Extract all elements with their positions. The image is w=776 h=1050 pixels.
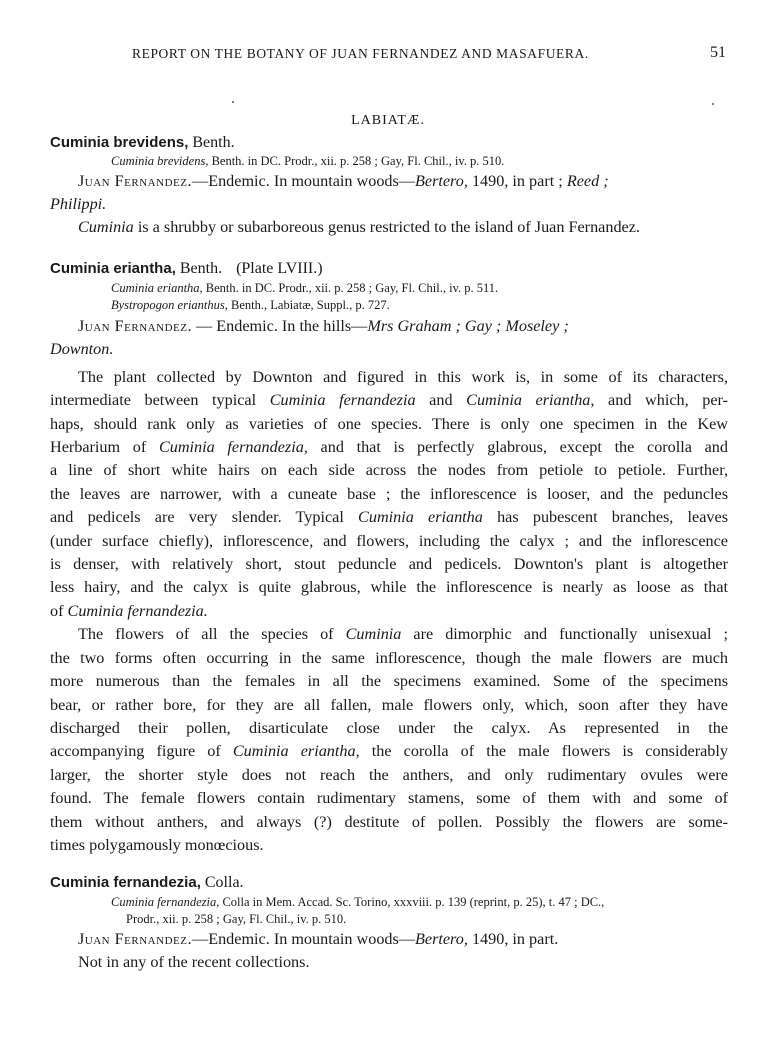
reference-taxon: Bystropogon erianthus, xyxy=(111,297,228,312)
italic-taxon: Cuminia eriantha, xyxy=(232,742,360,761)
text-run: less hairy, and the calyx is quite glabrous, while the inflorescence is nearly as loose as that xyxy=(50,578,728,597)
text-run: and xyxy=(415,391,467,410)
collection-note: Not in any of the recent collections. xyxy=(78,953,310,972)
reference xyxy=(50,280,728,297)
locality-text: —Endemic. In mountain woods— xyxy=(192,930,415,948)
collector: Bertero, xyxy=(415,171,468,190)
reference-taxon: Cuminia eriantha, xyxy=(111,281,203,295)
text-run: larger, the shorter style does not reach the anthers, and only rudimentary ovules were xyxy=(50,765,728,784)
text-line xyxy=(50,483,728,506)
text-line xyxy=(50,459,728,482)
text-run: accompanying figure of xyxy=(50,742,233,761)
text-line xyxy=(50,787,728,810)
text-run: them without anthers, and always (?) destitute of pollen. Possibly the flowers are some- xyxy=(50,812,728,831)
text-run: times polygamously monœcious. xyxy=(50,835,264,854)
text-line xyxy=(50,647,728,670)
text-run: found. The female flowers contain rudimentary stamens, some of them with and some of xyxy=(50,789,728,808)
running-head: REPORT ON THE BOTANY OF JUAN FERNANDEZ AND MASAFUERA. xyxy=(132,46,589,61)
text-run: has pubescent branches, leaves xyxy=(482,508,728,527)
text-line xyxy=(50,623,728,646)
text-run: and that is perfectly glabrous, except the corolla and xyxy=(307,438,728,457)
text-line xyxy=(50,506,728,529)
locality-place: Juan Fernandez. xyxy=(78,930,192,948)
collector: Bertero, xyxy=(415,930,468,948)
reference-citation: Benth. in DC. Prodr., xii. p. 258 ; Gay, Fl. Chil., iv. p. 511. xyxy=(202,281,499,295)
italic-taxon: Cuminia fernandezia. xyxy=(67,601,208,620)
italic-taxon: Cuminia fernandezia, xyxy=(158,438,308,457)
locality-continued xyxy=(50,338,728,361)
locality-text: 1490, in part ; xyxy=(467,171,567,190)
reference xyxy=(50,153,728,170)
text-run: (under surface chiefly), inflorescence, and flowers, including the calyx ; and the inflorescence xyxy=(50,531,728,550)
species-authority: Benth. xyxy=(175,260,223,277)
collector: Reed ; xyxy=(566,171,609,190)
plate-reference: (Plate LVIII.) xyxy=(236,260,323,277)
locality-text: —Endemic. In mountain woods— xyxy=(192,171,415,190)
reference-continued xyxy=(50,911,728,928)
text-run: of xyxy=(50,601,68,620)
locality xyxy=(50,315,728,338)
locality-place: Juan Fernandez. xyxy=(78,317,192,335)
text-run: bear, or rather bore, for they are all fallen, male flowers only, which, soon after they have xyxy=(50,695,728,714)
text-run: the corolla of the male flowers is considerably xyxy=(359,742,728,761)
text-run: The flowers of all the species of xyxy=(78,625,346,644)
species-heading xyxy=(50,132,728,154)
locality-place: Juan Fernandez. xyxy=(78,171,192,190)
text-line xyxy=(50,530,728,553)
reference xyxy=(50,894,728,911)
paragraph-comparison xyxy=(50,366,728,623)
collector: Downton. xyxy=(50,340,114,359)
italic-taxon: Cuminia eriantha xyxy=(358,508,483,527)
reference-taxon: Cuminia fernandezia, xyxy=(111,895,220,909)
locality-text: 1490, in part. xyxy=(467,930,559,948)
text-run: The plant collected by Downton and figured in this work is, in some of its characters, xyxy=(78,367,728,386)
running-header xyxy=(0,46,776,68)
reference-citation: Benth., Labiatæ, Suppl., p. 727. xyxy=(227,297,390,312)
text-run: the two forms often occurring in the same inflorescence, though the male flowers are much xyxy=(50,648,728,667)
text-line xyxy=(50,834,728,857)
reference-citation: Benth. in DC. Prodr., xii. p. 258 ; Gay, Fl. Chil., iv. p. 510. xyxy=(208,154,505,168)
italic-taxon: Cuminia fernandezia xyxy=(269,391,416,410)
species-authority: Colla. xyxy=(200,874,244,891)
text-line xyxy=(50,413,728,436)
text-line xyxy=(50,389,728,412)
text-line xyxy=(50,717,728,740)
italic-taxon: Cuminia eriantha, xyxy=(466,391,595,410)
reference xyxy=(50,297,728,314)
text-line xyxy=(50,670,728,693)
text-run: the leaves are narrower, with a cuneate base ; the inflorescence is looser, and the peduncles xyxy=(50,484,728,503)
species-name: Cuminia eriantha, xyxy=(50,260,176,277)
locality-continued xyxy=(50,193,728,216)
collector: Philippi. xyxy=(50,194,107,213)
print-speck xyxy=(712,103,714,105)
locality-text: — Endemic. In the hills— xyxy=(192,317,368,335)
text-run: more numerous than the females in all the specimens examined. Some of the specimens xyxy=(50,672,728,691)
species-entry-cuminia-eriantha xyxy=(50,258,728,857)
reference-citation: Colla in Mem. Accad. Sc. Torino, xxxviii. p. 139 (reprint, p. 25), t. 47 ; DC., xyxy=(219,895,605,909)
species-entry-cuminia-fernandezia xyxy=(50,872,728,975)
paragraph-flowers xyxy=(50,623,728,857)
text-run: and which, per- xyxy=(594,391,728,410)
print-speck xyxy=(232,101,234,103)
text-line xyxy=(50,764,728,787)
text-line xyxy=(50,436,728,459)
species-entry-cuminia-brevidens xyxy=(50,132,728,240)
genus-name: Cuminia xyxy=(78,218,134,237)
text-line xyxy=(50,600,728,623)
locality xyxy=(50,928,728,951)
reference-citation: Prodr., xii. p. 258 ; Gay, Fl. Chil., iv. p. 510. xyxy=(126,911,347,926)
species-heading xyxy=(50,872,728,894)
text-line xyxy=(50,366,728,389)
genus-note-text: is a shrubby or subarboreous genus restricted to the island of Juan Fernandez. xyxy=(133,218,640,237)
collector: Mrs Graham ; Gay ; Moseley ; xyxy=(367,317,569,335)
text-run: discharged their pollen, disarticulate close under the calyx. As represented in the xyxy=(50,718,728,737)
italic-taxon: Cuminia xyxy=(345,625,402,644)
locality xyxy=(50,170,728,193)
text-run: a line of short white hairs on each side across the nodes from petiole to petiole. Further, xyxy=(50,461,728,480)
reference-taxon: Cuminia brevidens, xyxy=(111,154,209,168)
text-run: haps, should rank only as varieties of one species. There is only one specimen in the Kew xyxy=(50,414,728,433)
text-line xyxy=(50,576,728,599)
text-run: Herbarium of xyxy=(50,438,159,457)
species-authority: Benth. xyxy=(188,134,235,151)
genus-note xyxy=(50,216,728,239)
text-line xyxy=(50,740,728,763)
text-run: and pedicels are very slender. Typical xyxy=(50,508,359,527)
text-run: are dimorphic and functionally unisexual ; xyxy=(401,625,728,644)
text-line xyxy=(50,553,728,576)
species-name: Cuminia brevidens, xyxy=(50,134,189,151)
section-title: LABIATÆ. xyxy=(351,113,425,128)
text-line xyxy=(50,811,728,834)
page-number: 51 xyxy=(710,44,726,61)
text-run: intermediate between typical xyxy=(50,391,270,410)
text-run: is denser, with relatively short, stout peduncle and pedicels. Downton's plant is altogether xyxy=(50,555,728,574)
species-heading xyxy=(50,258,728,280)
species-name: Cuminia fernandezia, xyxy=(50,874,201,891)
text-line xyxy=(50,694,728,717)
